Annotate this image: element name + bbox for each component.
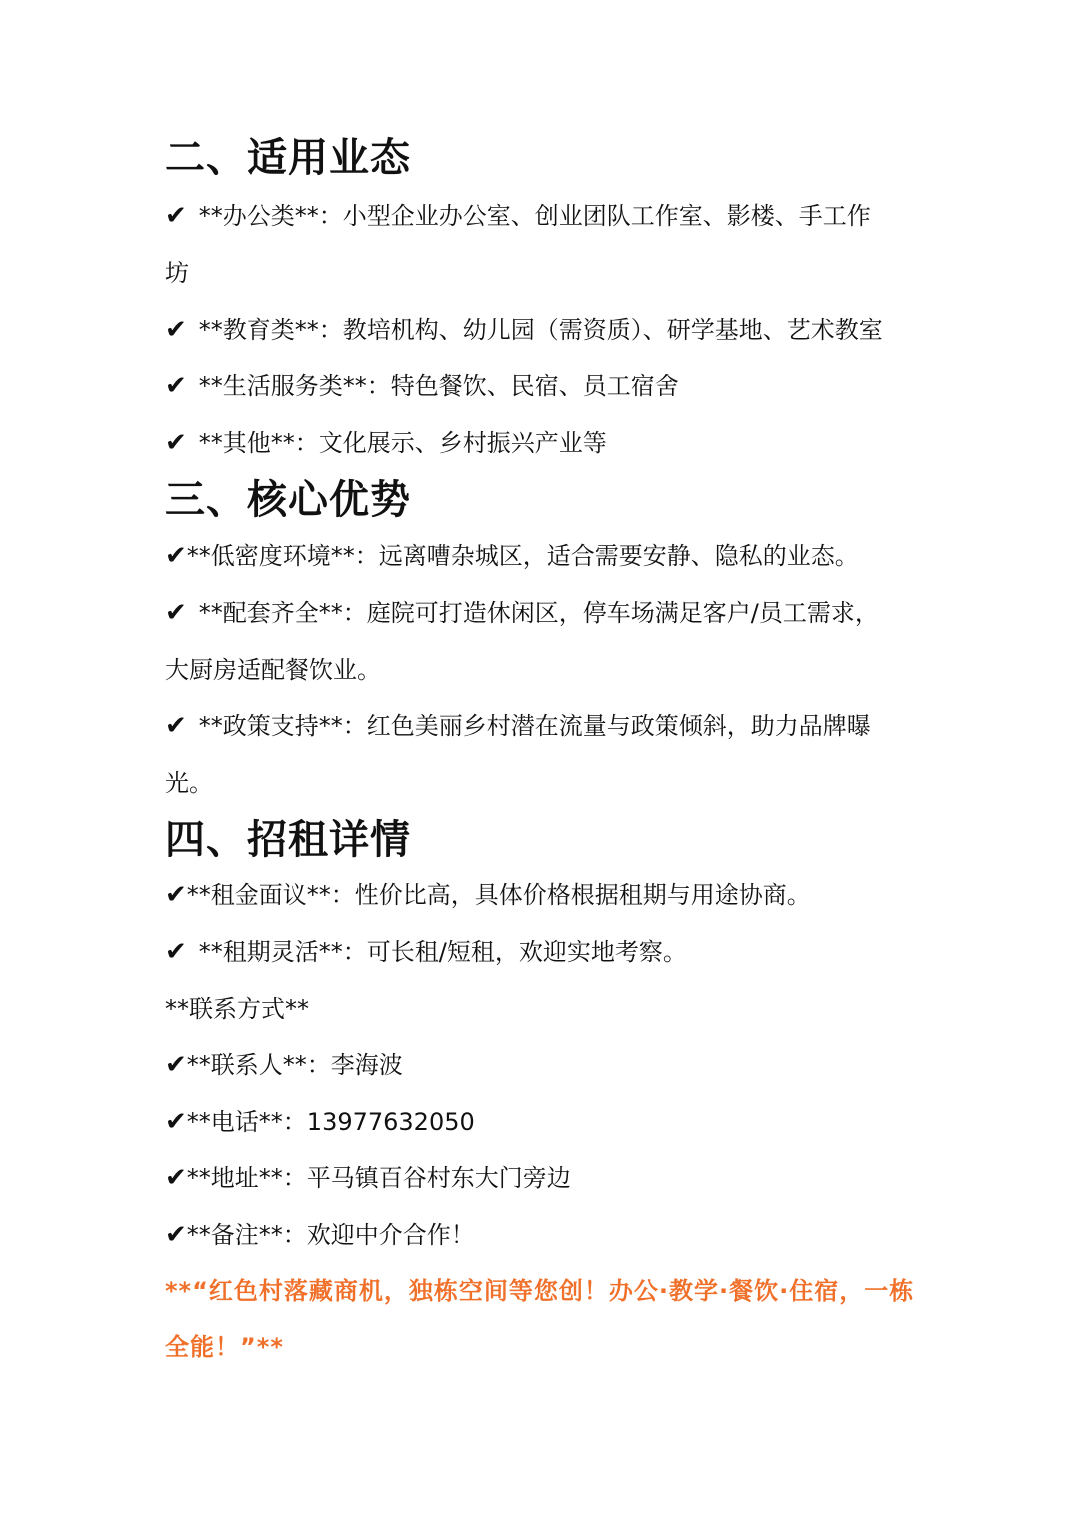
check-icon: ✔ xyxy=(165,315,187,345)
section-heading-leasing-details: 四、招租详情 xyxy=(165,817,411,863)
check-icon: ✔ xyxy=(165,1107,187,1137)
contact-note: ✔**备注**：欢迎中介合作！ xyxy=(165,1220,475,1250)
list-item: ✔ **配套齐全**：庭院可打造休闲区，停车场满足客户/员工需求， xyxy=(165,598,879,628)
list-item: ✔ **教育类**：教培机构、幼儿园（需资质）、研学基地、艺术教室 xyxy=(165,315,883,345)
slogan-line-2: 全能！”** xyxy=(165,1333,284,1361)
list-item: ✔ **其他**：文化展示、乡村振兴产业等 xyxy=(165,428,607,458)
list-item: ✔ **办公类**：小型企业办公室、创业团队工作室、影楼、手工作 xyxy=(165,201,871,231)
check-icon: ✔ xyxy=(165,541,187,571)
contact-address: ✔**地址**：平马镇百谷村东大门旁边 xyxy=(165,1163,571,1193)
check-icon: ✔ xyxy=(165,1163,187,1193)
list-item-continuation: 坊 xyxy=(165,259,189,287)
slogan-line-1: **“红色村落藏商机，独栋空间等您创！办公·教学·餐饮·住宿，一栋 xyxy=(165,1277,915,1305)
check-icon: ✔ xyxy=(165,711,187,741)
check-icon: ✔ xyxy=(165,428,187,458)
check-icon: ✔ xyxy=(165,1220,187,1250)
check-icon: ✔ xyxy=(165,937,187,967)
section-heading-business-types: 二、适用业态 xyxy=(165,135,411,181)
contact-person: ✔**联系人**：李海波 xyxy=(165,1050,403,1080)
check-icon: ✔ xyxy=(165,371,187,401)
contact-phone: ✔**电话**：13977632050 xyxy=(165,1107,475,1137)
list-item: ✔ **政策支持**：红色美丽乡村潜在流量与政策倾斜，助力品牌曝 xyxy=(165,711,871,741)
check-icon: ✔ xyxy=(165,880,187,910)
check-icon: ✔ xyxy=(165,1050,187,1080)
check-icon: ✔ xyxy=(165,598,187,628)
list-item: ✔**低密度环境**：远离嘈杂城区，适合需要安静、隐私的业态。 xyxy=(165,541,859,571)
list-item: ✔ **生活服务类**：特色餐饮、民宿、员工宿舍 xyxy=(165,371,679,401)
list-item: ✔ **租期灵活**：可长租/短租，欢迎实地考察。 xyxy=(165,937,687,967)
list-item-continuation: 大厨房适配餐饮业。 xyxy=(165,656,381,684)
list-item-continuation: 光。 xyxy=(165,769,213,797)
contact-heading: **联系方式** xyxy=(165,995,309,1023)
check-icon: ✔ xyxy=(165,201,187,231)
section-heading-core-advantages: 三、核心优势 xyxy=(165,477,411,523)
list-item: ✔**租金面议**：性价比高，具体价格根据租期与用途协商。 xyxy=(165,880,811,910)
